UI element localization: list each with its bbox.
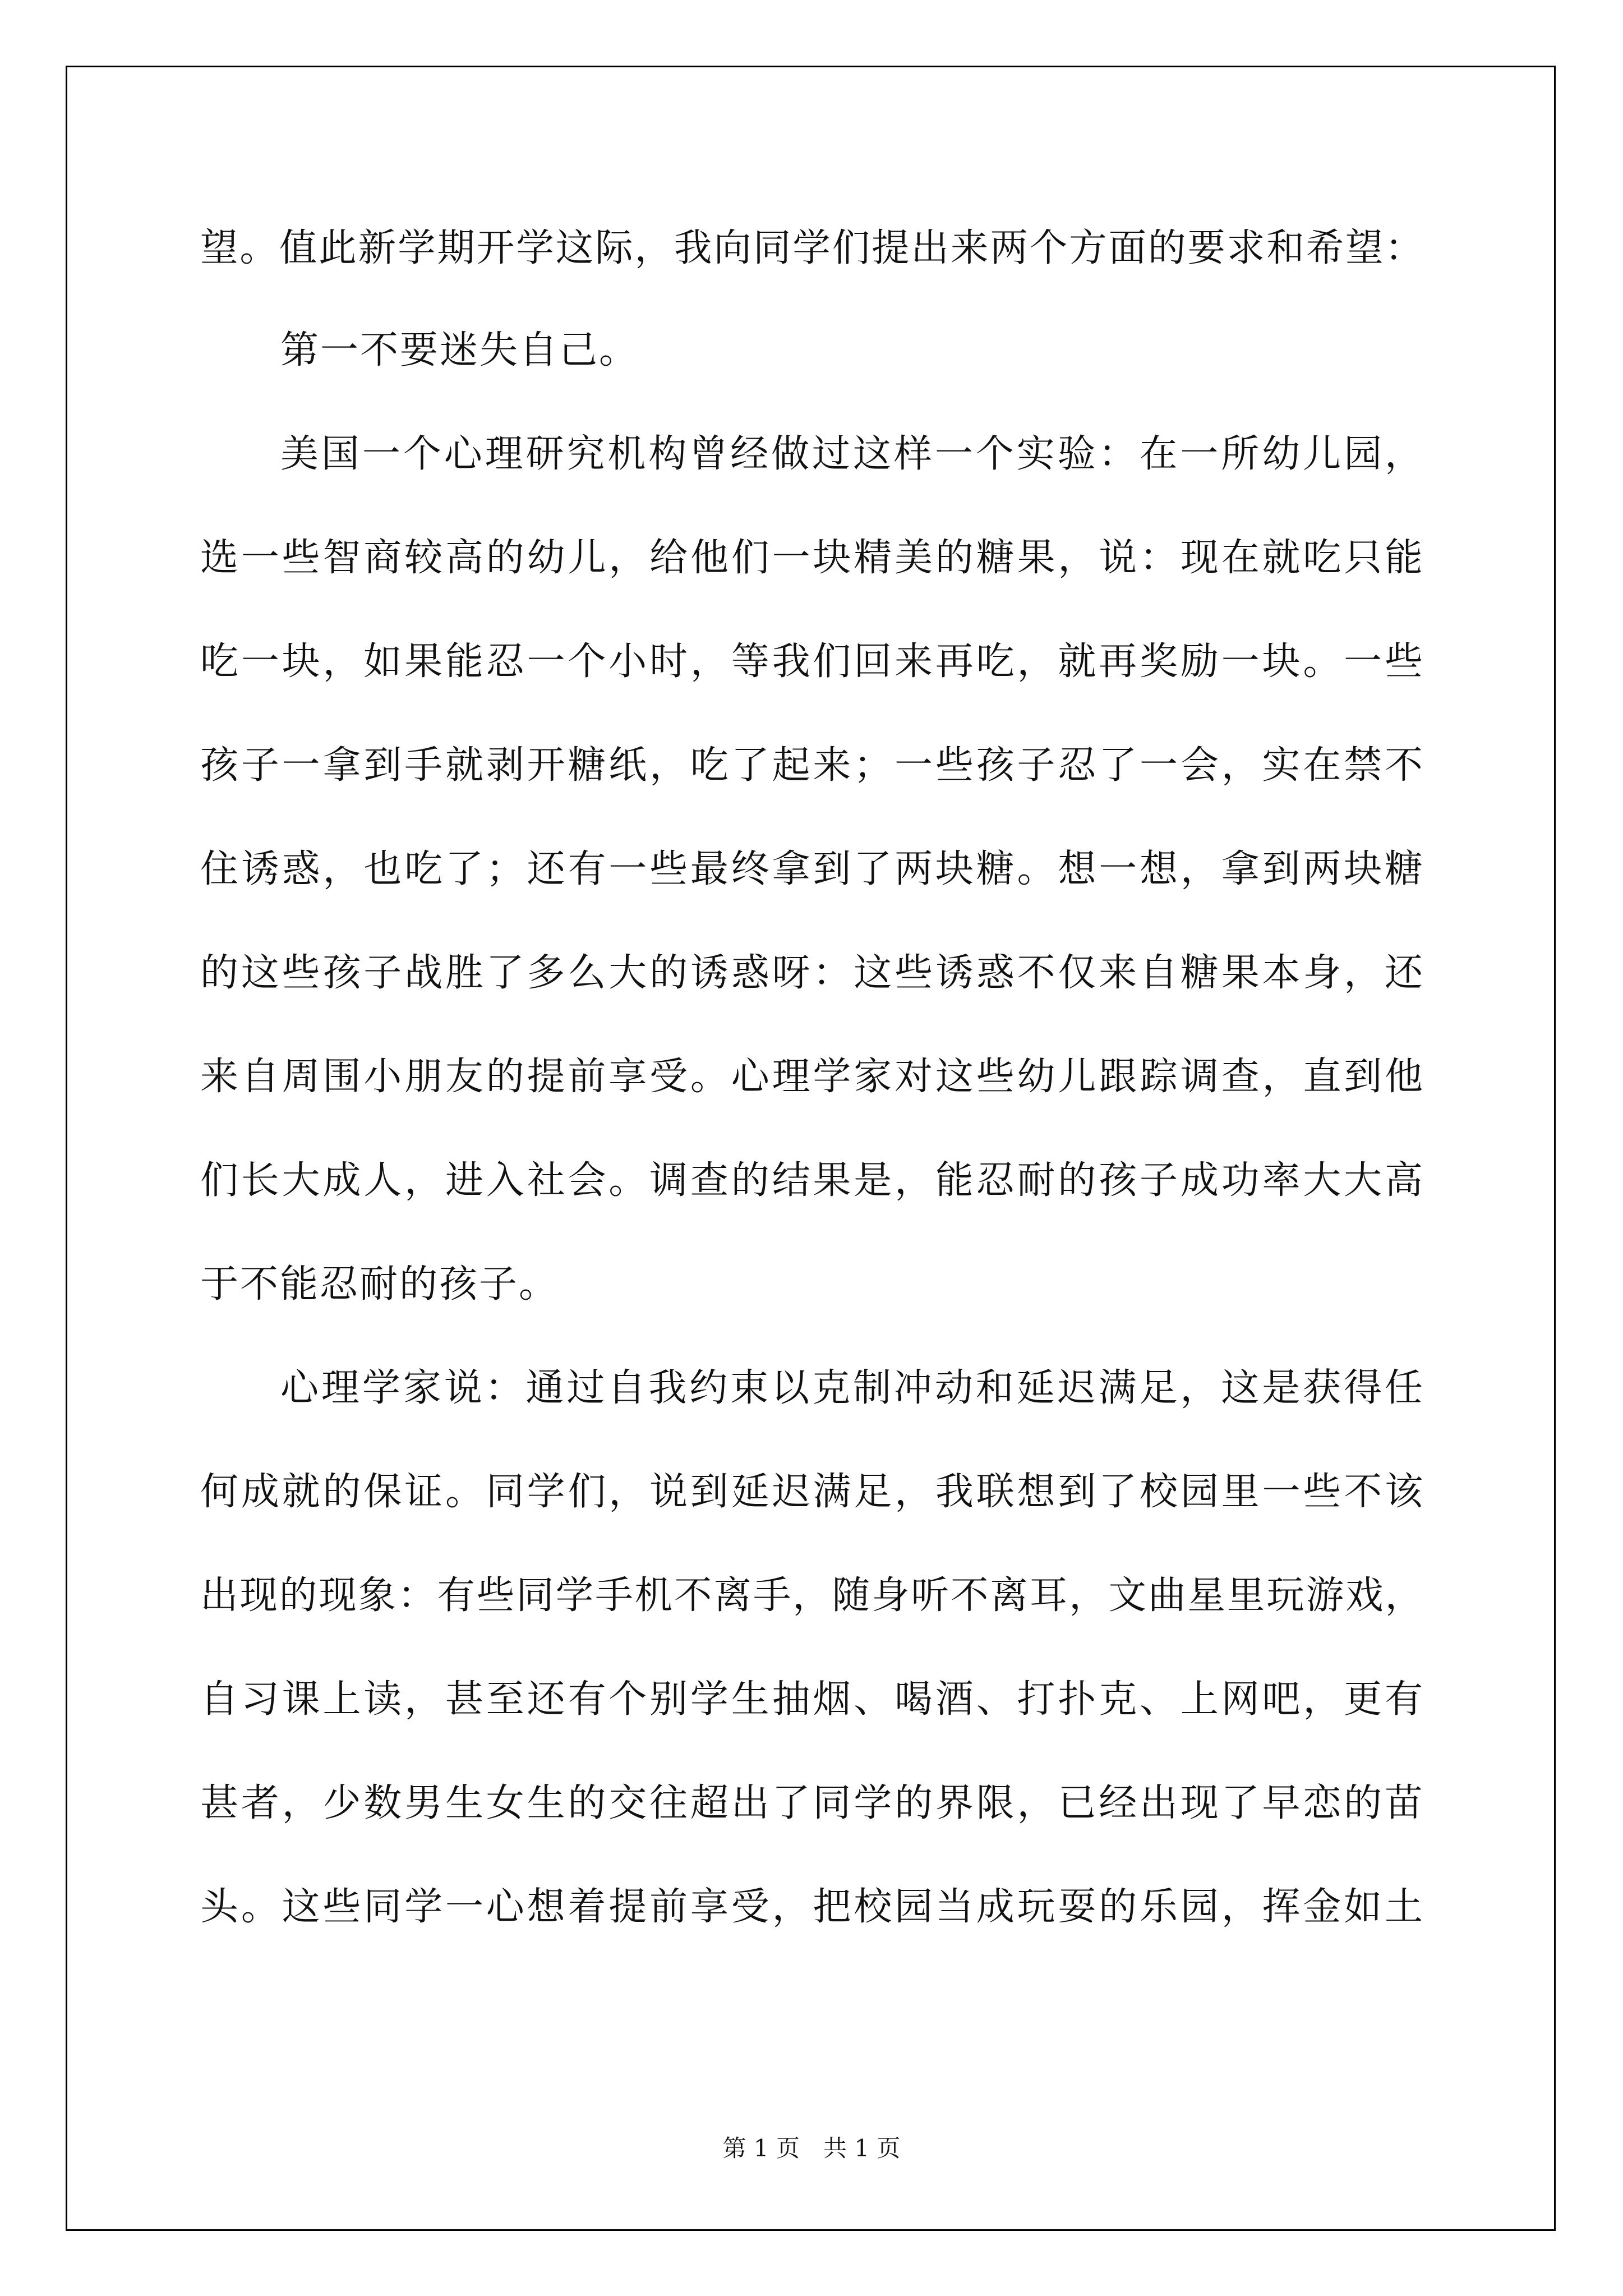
section-heading: 第一不要迷失自己。 [280, 328, 639, 372]
page-number-footer: 第 1 页 共 1 页 [722, 2134, 901, 2162]
body-line: 孩子一拿到手就剥开糖纸，吃了起来；一些孩子忍了一会，实在禁不 [200, 743, 1426, 788]
body-line: 选一些智商较高的幼儿，给他们一块精美的糖果，说：现在就吃只能 [200, 536, 1426, 580]
body-line: 甚者，少数男生女生的交往超出了同学的界限，已经出现了早恋的苗 [200, 1781, 1426, 1825]
body-line: 美国一个心理研究机构曾经做过这样一个实验：在一所幼儿园， [280, 432, 1426, 476]
body-line: 的这些孩子战胜了多么大的诱惑呀：这些诱惑不仅来自糖果本身，还 [200, 951, 1426, 995]
body-line: 心理学家说：通过自我约束以克制冲动和延迟满足，这是获得任 [280, 1366, 1426, 1410]
body-line: 出现的现象：有些同学手机不离手，随身听不离耳，文曲星里玩游戏， [200, 1573, 1425, 1618]
body-line: 来自周围小朋友的提前享受。心理学家对这些幼儿跟踪调查，直到他 [200, 1055, 1426, 1099]
body-line: 何成就的保证。同学们，说到延迟满足，我联想到了校园里一些不该 [200, 1470, 1426, 1514]
body-line: 吃一块，如果能忍一个小时，等我们回来再吃，就再奖励一块。一些 [200, 639, 1426, 684]
body-line: 于不能忍耐的孩子。 [200, 1262, 559, 1306]
body-line: 自习课上读，甚至还有个别学生抽烟、喝酒、打扑克、上网吧，更有 [200, 1677, 1426, 1722]
body-line: 头。这些同学一心想着提前享受，把校园当成玩耍的乐园，挥金如土 [200, 1885, 1426, 1929]
body-line: 望。值此新学期开学这际，我向同学们提出来两个方面的要求和希望： [200, 226, 1425, 270]
body-line: 们长大成人，进入社会。调查的结果是，能忍耐的孩子成功率大大高 [200, 1158, 1426, 1203]
body-line: 住诱惑，也吃了；还有一些最终拿到了两块糖。想一想，拿到两块糖 [200, 847, 1426, 891]
